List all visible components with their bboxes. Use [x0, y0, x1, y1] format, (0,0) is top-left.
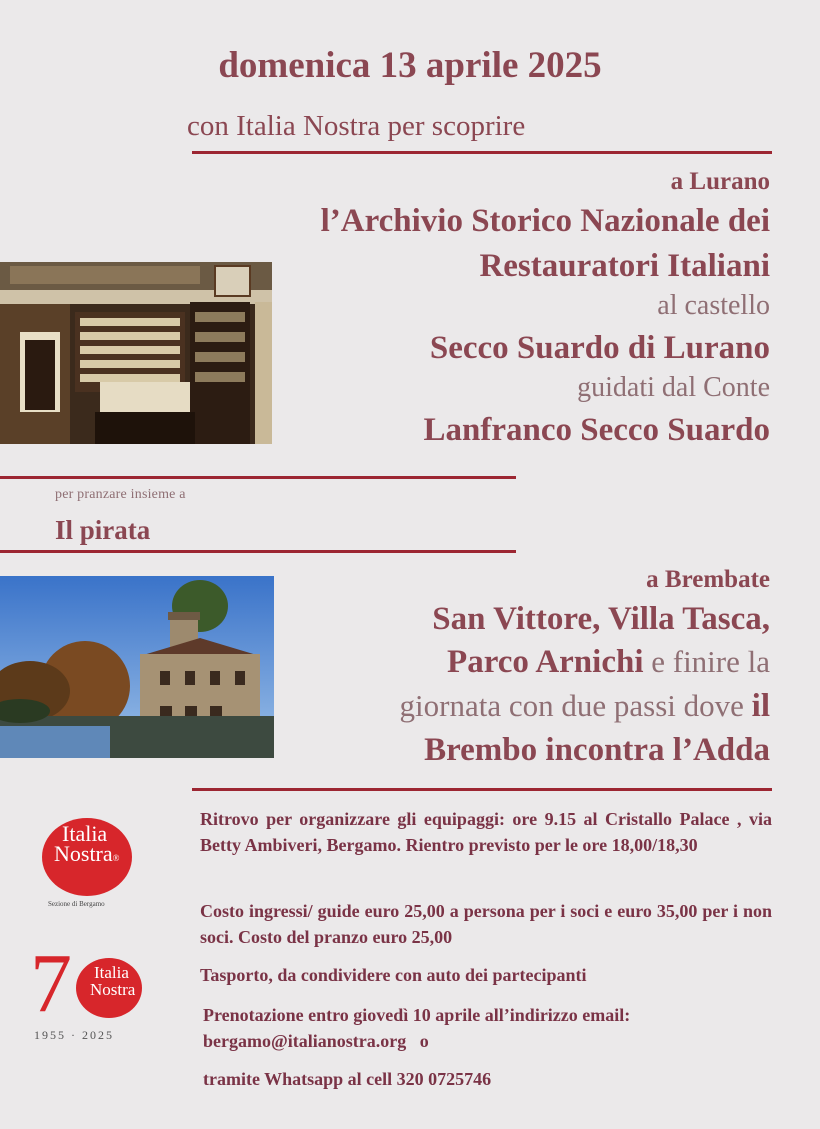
logo2-seven: 7 [30, 937, 72, 1030]
italia-nostra-logo [40, 818, 140, 913]
booking-or: o [419, 1031, 429, 1051]
divider-brembate [192, 788, 772, 791]
brembate-line2-rest: e finire la [643, 644, 770, 679]
villa-photo [0, 576, 274, 758]
brembate-line4: Brembo incontra l’Adda [424, 732, 770, 768]
guide-prefix: guidati dal Conte [577, 372, 770, 403]
anniversary-logo [30, 937, 150, 1043]
castle-prefix: al castello [657, 290, 770, 321]
brembate-place: a Brembate [646, 566, 770, 593]
logo1-caption: Sezione di Bergamo [48, 900, 105, 908]
transport-info: Tasporto, da condividere con auto dei partecipanti [200, 965, 587, 985]
logo2-years: 1955 · 2025 [34, 1028, 114, 1042]
logo1-mark: ® [112, 853, 120, 863]
whatsapp-info: tramite Whatsapp al cell 320 0725746 [203, 1069, 492, 1089]
lunch-prefix: per pranzare insieme a [55, 487, 186, 502]
archive-place: a Lurano [670, 168, 770, 195]
booking-email[interactable]: bergamo@italianostra.org [203, 1031, 407, 1051]
restaurant-name: Il pirata [55, 515, 151, 545]
archive-photo [0, 262, 272, 444]
cost-info: Costo ingressi/ guide euro 25,00 a persona per i soci e euro 35,00 per i non soci. Costo del pranzo euro 25,00 [200, 901, 772, 947]
archive-title-line2: Restauratori Italiani [479, 248, 770, 284]
brembate-line1: San Vittore, Villa Tasca, [432, 601, 770, 637]
event-date: domenica 13 aprile 2025 [218, 45, 602, 86]
booking-deadline: Prenotazione entro giovedì 10 aprile all’indirizzo email: [203, 1005, 631, 1025]
booking-email-line [203, 1028, 775, 1054]
meeting-info: Ritrovo per organizzare gli equipaggi: ore 9.15 al Cristallo Palace , via Betty Ambiveri, Bergamo. Rientro previsto per le ore 18,00/18,30 [200, 809, 772, 855]
divider-archive [0, 476, 516, 479]
archive-title-line1: l’Archivio Storico Nazionale dei [320, 203, 770, 239]
logo1-text [54, 821, 120, 868]
logo1-line2: Nostra [54, 841, 113, 866]
logo2-text [90, 964, 135, 998]
guide-name: Lanfranco Secco Suardo [423, 412, 770, 448]
intro-text: con Italia Nostra per scoprire [187, 110, 526, 142]
castle-name: Secco Suardo di Lurano [429, 330, 770, 366]
brembate-line2 [447, 644, 770, 681]
logo1-line1: Italia [62, 821, 108, 846]
logo2-line1: Italia [94, 963, 129, 982]
brembate-line3 [400, 688, 770, 725]
divider-lunch [0, 550, 516, 553]
brembate-line3-bold: il [751, 688, 770, 724]
parco-arnichi: Parco Arnichi [447, 644, 644, 680]
booking-info [203, 1002, 775, 1054]
logo2-line2: Nostra [90, 980, 136, 999]
brembate-line3-rest: giornata con due passi dove [399, 688, 752, 723]
divider-top [192, 151, 772, 154]
